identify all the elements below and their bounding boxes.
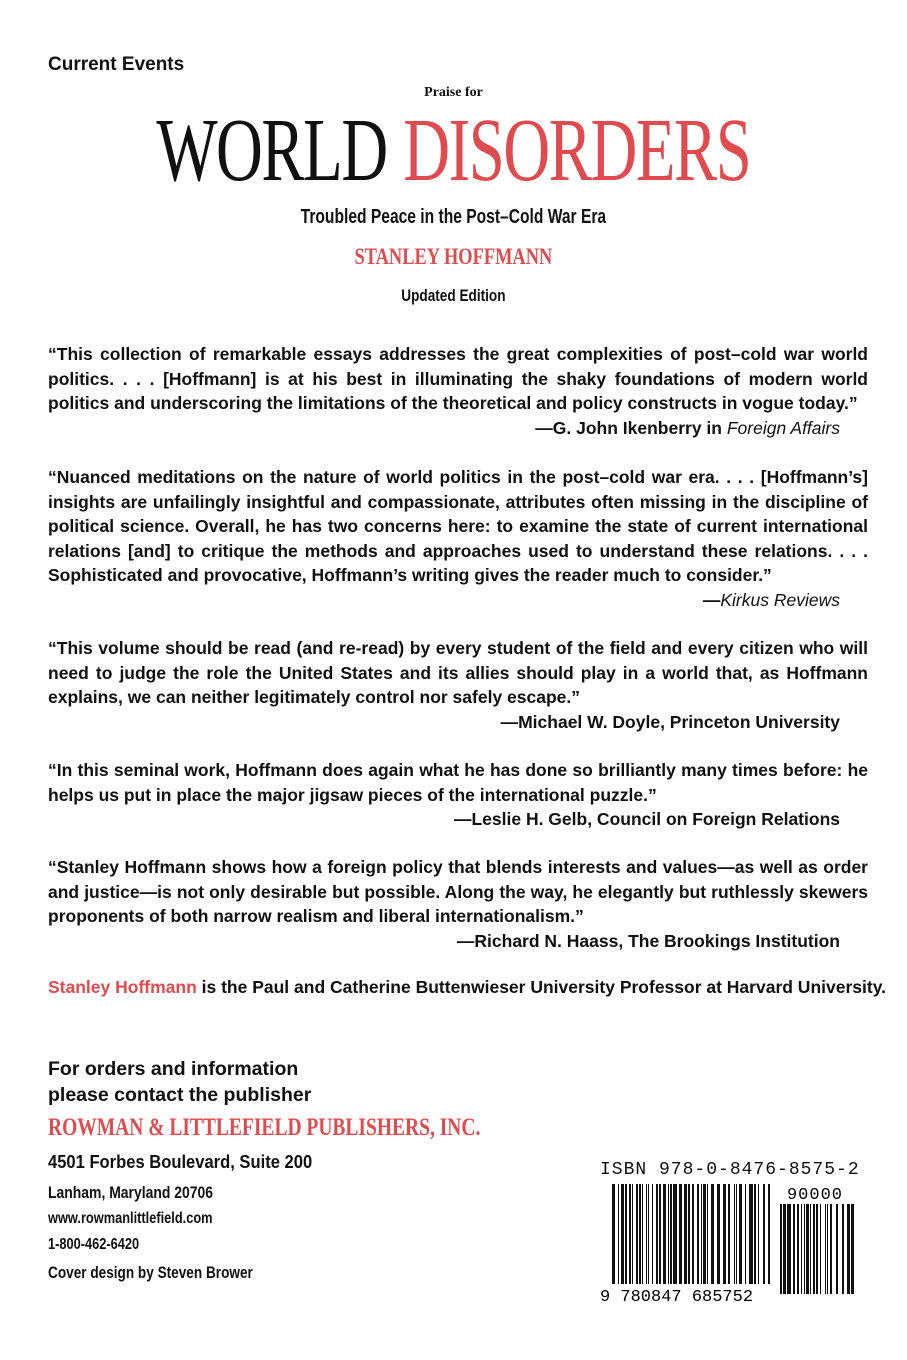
review-quote-ikenberry xyxy=(48,342,868,440)
barcode-bar xyxy=(639,1184,641,1288)
author-bio-text: is the Paul and Catherine Buttenwieser University Professor at Harvard University. xyxy=(196,977,886,997)
review-quote-doyle xyxy=(48,636,868,734)
barcode-bar xyxy=(625,1184,627,1288)
barcode-bar xyxy=(636,1184,638,1288)
barcode-bar xyxy=(688,1184,690,1288)
barcode-bar xyxy=(642,1184,643,1288)
quote-attribution-name: —G. John Ikenberry in xyxy=(535,417,727,438)
barcode-bar xyxy=(697,1184,699,1288)
barcode-bar xyxy=(780,1204,782,1294)
barcode-bar xyxy=(749,1184,753,1288)
review-quote-haass xyxy=(48,855,868,953)
quote-text: “Stanley Hoffmann shows how a foreign policy that blends interests and values—as well as order and justice—is not only desirable but possible. Along the way, he elegantly but ruthlessly skewers proponents of both narrow realism and liberal internationalism.” xyxy=(48,857,868,926)
barcode-bar xyxy=(723,1184,726,1288)
isbn-label: ISBN 978-0-8476-8575-2 xyxy=(600,1160,860,1180)
ean-barcode-bars xyxy=(612,1184,770,1288)
title-word-disorders: DISORDERS xyxy=(403,101,751,200)
barcode-bar xyxy=(816,1204,818,1294)
quote-attribution xyxy=(48,588,868,613)
barcode-bar xyxy=(768,1184,770,1288)
barcode-bar xyxy=(629,1184,631,1288)
barcode-bar xyxy=(717,1184,720,1288)
quote-attribution xyxy=(48,416,868,441)
barcode-bar xyxy=(711,1184,714,1288)
ean-digits: 9 780847 685752 xyxy=(600,1288,754,1306)
book-title xyxy=(127,102,780,199)
price-code: 90000 xyxy=(786,1186,844,1205)
barcode-bar xyxy=(836,1204,838,1294)
quote-text: “This volume should be read (and re-read) by every student of the field and every citizen who will need to judge the role the United States and its allies should play in a world that, as Hoffmann explains, we can neither legitimately control nor safely escape.” xyxy=(48,638,868,707)
barcode-bar xyxy=(745,1184,746,1288)
publisher-address: 4501 Forbes Boulevard, Suite 200 xyxy=(48,1152,313,1172)
barcode-bar xyxy=(673,1184,677,1288)
barcode-bar xyxy=(728,1184,730,1288)
barcode-bar xyxy=(739,1184,742,1288)
barcode-bar xyxy=(736,1184,737,1288)
category-label: Current Events xyxy=(48,54,185,75)
review-quote-kirkus xyxy=(48,465,868,612)
barcode-bar xyxy=(703,1184,706,1288)
barcode-bar xyxy=(612,1184,615,1288)
barcode-bar xyxy=(763,1184,765,1288)
barcode-bar xyxy=(847,1204,850,1294)
barcode-bar xyxy=(754,1184,756,1288)
barcode-bar xyxy=(827,1204,828,1294)
review-quote-gelb xyxy=(48,758,868,832)
publisher-website[interactable]: www.rowmanlittlefield.com xyxy=(48,1210,213,1227)
barcode-bar xyxy=(618,1184,619,1288)
barcode-bar xyxy=(801,1204,802,1294)
quote-attribution: —Leslie H. Gelb, Council on Foreign Relations xyxy=(453,809,840,829)
quote-text: “This collection of remarkable essays addresses the great complexities of post–cold war world politics. . . . [Hoffmann] is at his best in illuminating the shaky foundations of modern world politics and underscoring the limitations of the theoretical and policy constructs in vogue today.” xyxy=(48,344,868,413)
barcode-bar xyxy=(783,1204,786,1294)
barcode-bar xyxy=(648,1184,649,1288)
quote-text: “In this seminal work, Hoffmann does again what he has done so brilliantly many times before: he helps us put in place the major jigsaw pieces of the international puzzle.” xyxy=(48,760,868,805)
barcode-bar xyxy=(663,1184,666,1288)
book-subtitle: Troubled Peace in the Post–Cold War Era xyxy=(300,206,607,228)
quote-source: Kirkus Reviews xyxy=(720,589,840,610)
barcode-bar xyxy=(652,1184,653,1288)
quote-attribution: —Richard N. Haass, The Brookings Institution xyxy=(456,930,840,951)
barcode-bar xyxy=(813,1204,815,1294)
publisher-city: Lanham, Maryland 20706 xyxy=(48,1183,214,1202)
barcode-bar xyxy=(804,1204,805,1294)
quote-text: “Nuanced meditations on the nature of world politics in the post–cold war era. . . . [Hoffmann’s] insights are unfailingly insightful and compassionate, attributes often missing in the discipline of political science. Overall, he has two concerns here: to examine the state of current international relations [and] to critique the methods and approaches used to understand these relations. . . . Sophisticated and provocative, Hoffmann’s writing gives the reader much to consider.” xyxy=(48,467,868,585)
barcode-bar xyxy=(797,1204,799,1294)
barcode-bar xyxy=(810,1204,811,1294)
barcode-bar xyxy=(668,1184,669,1288)
quote-source: Foreign Affairs xyxy=(726,417,840,438)
barcode-bar xyxy=(851,1204,854,1294)
quote-attribution-name: — xyxy=(702,589,721,610)
barcode-bar xyxy=(825,1204,826,1294)
author-bio xyxy=(48,977,886,998)
order-info xyxy=(48,1056,311,1108)
barcode-bar xyxy=(670,1184,672,1288)
barcode-bar xyxy=(806,1204,809,1294)
barcode-bar xyxy=(707,1184,708,1288)
barcode-bar xyxy=(842,1204,844,1294)
barcode-bar xyxy=(692,1184,694,1288)
barcode-bar xyxy=(684,1184,687,1288)
barcode-bar xyxy=(659,1184,661,1288)
barcode xyxy=(598,1184,856,1306)
quote-attribution: —Michael W. Doyle, Princeton University xyxy=(500,711,840,732)
publisher-phone: 1-800-462-6420 xyxy=(48,1236,140,1253)
barcode-bar xyxy=(734,1184,735,1288)
author-bio-name: Stanley Hoffmann xyxy=(48,977,197,997)
book-author: STANLEY HOFFMANN xyxy=(354,244,553,269)
order-info-line2: please contact the publisher xyxy=(48,1084,312,1106)
barcode-bar xyxy=(758,1184,759,1288)
barcode-bar xyxy=(701,1184,702,1288)
barcode-bar xyxy=(793,1204,795,1294)
price-addon-bars xyxy=(780,1204,854,1294)
publisher-name: ROWMAN & LITTLEFIELD PUBLISHERS, INC. xyxy=(48,1114,481,1141)
barcode-bar xyxy=(820,1204,821,1294)
barcode-bar xyxy=(621,1184,624,1288)
title-word-world: WORLD xyxy=(156,101,387,200)
edition-label: Updated Edition xyxy=(401,286,506,305)
praise-label: Praise for xyxy=(424,85,483,100)
cover-credit: Cover design by Steven Brower xyxy=(48,1263,253,1282)
order-info-line1: For orders and information xyxy=(48,1058,299,1080)
barcode-bar xyxy=(632,1184,633,1288)
barcode-bar xyxy=(656,1184,658,1288)
barcode-bar xyxy=(787,1204,791,1294)
barcode-bar xyxy=(679,1184,682,1288)
barcode-bar xyxy=(830,1204,832,1294)
barcode-bar xyxy=(646,1184,647,1288)
